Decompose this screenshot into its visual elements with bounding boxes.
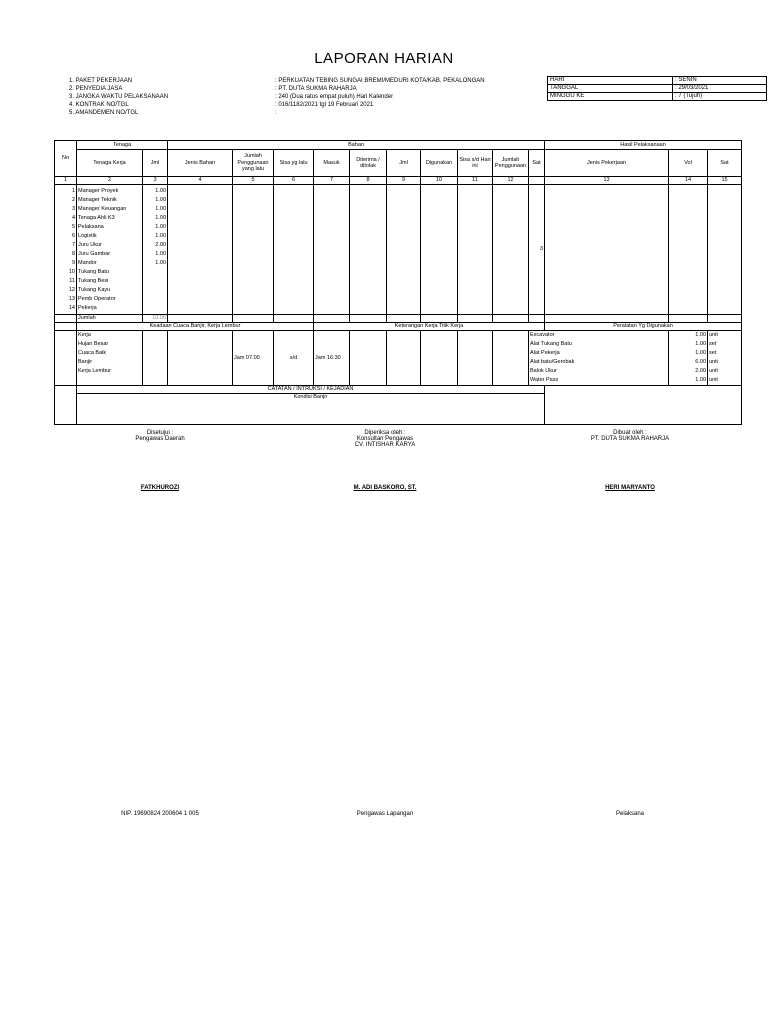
- info-label: 2. PENYEDIA JASA: [69, 86, 123, 92]
- col-no-header: No: [55, 141, 77, 177]
- info-label: 1. PAKET PEKERJAAN: [69, 78, 133, 84]
- empty-cell: [669, 185, 708, 315]
- empty-cell: [708, 315, 742, 323]
- worker-block-row: [55, 185, 742, 315]
- worker-jml: 2.00: [155, 242, 167, 248]
- column-number: 5: [233, 177, 274, 185]
- col-masuk-header: Masuk: [314, 150, 350, 177]
- worker-name: Mandor: [78, 260, 97, 266]
- col-jenis-pekerjaan-header: Jenis Pekerjaan: [545, 150, 669, 177]
- catatan-header: CATATAN / INTRUKSI / KEJADIAN: [77, 386, 545, 394]
- equipment-unit: set: [709, 341, 717, 347]
- worker-jml: [144, 268, 166, 277]
- worker-jml: 1.00: [155, 206, 167, 212]
- equipment-name-cell: [529, 331, 669, 386]
- column-number: 3: [143, 177, 168, 185]
- worker-no: 9: [71, 260, 75, 266]
- maker-company: PT. DUTA SUKMA RAHARJA: [590, 436, 670, 442]
- empty-cell: [55, 386, 77, 425]
- empty-cell: [274, 185, 314, 315]
- info-label: 3. JANGKA WAKTU PELAKSANAAN: [69, 94, 169, 100]
- condition-item: Banjir: [78, 359, 93, 365]
- maker-name: HERI MARYANTO: [605, 485, 655, 491]
- group-header-row: [55, 141, 742, 150]
- equipment-unit: unit: [709, 377, 718, 383]
- equipment-vol: 1.00: [695, 377, 707, 383]
- col-diterima-header: Diterima / ditolak: [350, 150, 387, 177]
- date-box-key: HARI: [548, 77, 673, 85]
- conditions-row: [55, 331, 742, 386]
- empty-cell: [233, 185, 274, 315]
- checker-label: Diperiksa oleh :: [364, 430, 406, 436]
- col-sisa-hari-ini-header: Sisa s/d Hari ini: [458, 150, 493, 177]
- date-box-value: : 7 (Tujuh): [673, 93, 767, 101]
- empty-cell: [387, 315, 421, 323]
- info-value: : 240 (Dua ratus empat puluh) Hari Kalender: [275, 94, 394, 100]
- empty-cell: [55, 315, 77, 323]
- worker-no: 11: [69, 278, 75, 284]
- equipment-vol: 6.00: [695, 359, 707, 365]
- approver-name: FATKHUROZI: [140, 485, 180, 491]
- column-number-row: [55, 177, 742, 185]
- nip-text: NIP. 19690824 200604 1 005: [121, 811, 199, 817]
- daily-report-table: [54, 140, 742, 425]
- column-number: 13: [545, 177, 669, 185]
- empty-cell: [350, 185, 387, 315]
- approver-block: [80, 430, 240, 442]
- maker-label: Dibuat oleh :: [613, 430, 647, 436]
- empty-cell: [458, 185, 493, 315]
- column-number: 11: [458, 177, 493, 185]
- worker-jml: 1.00: [155, 260, 167, 266]
- empty-cell: [421, 331, 458, 386]
- empty-cell: [529, 315, 545, 323]
- worker-name: Tukang Kayu: [78, 287, 111, 293]
- jam-end: Jam 16.30: [314, 331, 350, 386]
- condition-item: Kerja Lembur: [78, 368, 112, 374]
- col-tenaga-kerja-header: Tenaga Kerja: [77, 150, 143, 177]
- worker-jml-cell: [143, 185, 168, 315]
- worker-name: Tukang Besi: [78, 278, 109, 284]
- date-box-key: TANGGAL: [548, 85, 673, 93]
- empty-cell: [669, 315, 708, 323]
- worker-jml: 1.00: [155, 224, 167, 230]
- date-box-value: : 29/03/2021: [673, 85, 767, 93]
- equipment-vol: 2.00: [695, 368, 707, 374]
- worker-no: 14: [68, 305, 75, 311]
- worker-no: 8: [71, 251, 75, 257]
- empty-cell: [387, 331, 421, 386]
- column-number: 7: [314, 177, 350, 185]
- worker-jml: 1.00: [155, 233, 167, 239]
- worker-name: Manager Proyek: [78, 188, 119, 194]
- empty-cell: [421, 315, 458, 323]
- empty-cell: [168, 315, 233, 323]
- checker-block: [305, 430, 465, 448]
- date-box-key: MINGGU KE: [548, 93, 673, 101]
- worker-jml: 1.00: [155, 188, 167, 194]
- worker-name: Pelaksana: [78, 224, 104, 230]
- worker-no: 1: [71, 188, 75, 194]
- worker-no: 13: [68, 296, 75, 302]
- column-number: 1: [55, 177, 77, 185]
- group-hasil-header: Hasil Pelaksanaan: [545, 141, 742, 150]
- worker-no: 10: [68, 269, 75, 275]
- equipment-name: Water Pass: [530, 377, 559, 383]
- empty-cell: [143, 331, 168, 386]
- empty-cell: [545, 386, 742, 425]
- worker-jml: [144, 277, 166, 286]
- empty-cell: [708, 185, 742, 315]
- info-value: : PERKUATAN TEBING SUNGAI BREMI/MEDURI KOTA/KAB. PEKALONGAN: [275, 78, 485, 84]
- equipment-unit: unit: [709, 332, 718, 338]
- empty-cell: [493, 185, 529, 315]
- empty-cell: [168, 185, 233, 315]
- worker-name: Tenaga Ahli K3: [78, 215, 115, 221]
- date-box-row: [548, 85, 767, 93]
- column-number: [529, 177, 545, 185]
- approver-role: Pengawas Daerah: [135, 436, 185, 442]
- column-number: 4: [168, 177, 233, 185]
- worker-no: 5: [71, 224, 75, 230]
- column-number: 15: [708, 177, 742, 185]
- col-jml-header: Jml: [143, 150, 168, 177]
- col-jml2-header: Jml: [387, 150, 421, 177]
- info-label: 4. KONTRAK NO/TGL: [69, 102, 129, 108]
- column-number: 10: [421, 177, 458, 185]
- empty-cell: [350, 315, 387, 323]
- catatan-text: Kondisi Banjir: [77, 394, 545, 425]
- worker-name: Manager Teknik: [78, 197, 117, 203]
- info-value: :: [275, 110, 277, 116]
- keterangan-header: Keterangan Kerja Titik Kerja: [314, 323, 545, 331]
- empty-cell: [55, 323, 77, 331]
- condition-item: Cuaca Baik: [78, 350, 107, 356]
- empty-cell: [168, 331, 233, 386]
- conditions-cell: [77, 331, 143, 386]
- equipment-unit-cell: [708, 331, 742, 386]
- keadaan-header: Keadaan Cuaca Banjir, Kerja Lembur: [77, 323, 314, 331]
- info-value: : PT. DUTA SUKMA RAHARJA: [275, 86, 357, 92]
- worker-no: 7: [71, 242, 75, 248]
- condition-item: Hujan Besar: [78, 341, 109, 347]
- info-label: 5. AMANDEMEN NO/TGL: [69, 110, 139, 116]
- col-sat2-header: Sat: [708, 150, 742, 177]
- equipment-name: Balok Ukur: [530, 368, 557, 374]
- worker-name: Tukang Batu: [78, 269, 109, 275]
- date-box: [547, 76, 767, 101]
- jam-start: Jam 07.00: [233, 331, 274, 386]
- equipment-name: Excavator: [530, 332, 555, 338]
- checker-company: CV. INTISHAR KARYA: [354, 442, 416, 448]
- empty-cell: [493, 331, 529, 386]
- col-vol-header: Vol: [669, 150, 708, 177]
- group-bahan-header: Bahan: [168, 141, 545, 150]
- column-number: 9: [387, 177, 421, 185]
- empty-cell: [55, 331, 77, 386]
- worker-name: Pekerja: [78, 305, 97, 311]
- equipment-name: Alat Pekerja: [530, 350, 560, 356]
- empty-cell: [233, 315, 274, 323]
- worker-no: 6: [71, 233, 75, 239]
- column-number: 6: [274, 177, 314, 185]
- sd-label: s/d: [274, 331, 314, 386]
- jumlah-value: 10.00: [143, 315, 168, 323]
- info-labels: [69, 77, 168, 117]
- col-jumlah-pengguna-header: Jumlah Penggunaan: [493, 150, 529, 177]
- col-digunakan-header: Digunakan: [421, 150, 458, 177]
- worker-jml: [144, 295, 166, 304]
- worker-jml: 1.00: [155, 197, 167, 203]
- pelaksana: Pelaksana: [615, 811, 645, 817]
- empty-cell: [458, 331, 493, 386]
- equipment-vol-cell: [669, 331, 708, 386]
- info-value: : 016/1182/2021 tgl 19 Februari 2021: [275, 102, 374, 108]
- equipment-unit: unit: [709, 359, 718, 365]
- empty-cell: [545, 315, 669, 323]
- empty-cell: [387, 185, 421, 315]
- worker-no: 3: [71, 206, 75, 212]
- catatan-header-row: [55, 386, 742, 394]
- empty-cell: [421, 185, 458, 315]
- col-sat-header: Sat: [529, 150, 545, 177]
- worker-no: 12: [68, 287, 75, 293]
- equipment-name: Alat batu/Gerobak: [530, 359, 575, 365]
- column-header-row: [55, 150, 742, 177]
- condition-item: Kerja: [78, 332, 91, 338]
- empty-cell: [545, 185, 669, 315]
- empty-cell: [274, 315, 314, 323]
- jumlah-row: [55, 315, 742, 323]
- worker-name-cell: [77, 185, 143, 315]
- pengawas-lapangan: Pengawas Lapangan: [356, 811, 414, 817]
- worker-jml: 1.00: [155, 215, 167, 221]
- col-jenis-bahan-header: Jenis Bahan: [168, 150, 233, 177]
- group-tenaga-header: Tenaga: [77, 141, 168, 150]
- column-number: 14: [669, 177, 708, 185]
- keadaan-header-row: [55, 323, 742, 331]
- checker-name: M. ADI BASKORO, ST.: [353, 485, 417, 491]
- approver-label: Disetujui :: [146, 430, 174, 436]
- worker-jml: [144, 304, 166, 313]
- info-values: [275, 77, 485, 117]
- worker-name: Logistik: [78, 233, 97, 239]
- equipment-unit: unit: [709, 368, 718, 374]
- worker-name: Manager Keuangan: [78, 206, 127, 212]
- worker-jml: 1.00: [155, 251, 167, 257]
- column-number: 8: [350, 177, 387, 185]
- equipment-name: Alat Tukang Batu: [530, 341, 572, 347]
- worker-no: 4: [71, 215, 75, 221]
- column-number: 2: [77, 177, 143, 185]
- worker-jml: [144, 286, 166, 295]
- empty-cell: [350, 331, 387, 386]
- column-number: 12: [493, 177, 529, 185]
- peralatan-header: Peralatan Yg Digunakan: [545, 323, 742, 331]
- sat-mark: 3: [529, 185, 545, 315]
- equipment-vol: 1.00: [695, 350, 707, 356]
- equipment-vol: 1.00: [695, 332, 707, 338]
- jumlah-label: Jumlah: [77, 315, 143, 323]
- col-sisa-lalu-header: Sisa yg lalu: [274, 150, 314, 177]
- worker-no: 2: [71, 197, 75, 203]
- empty-cell: [493, 315, 529, 323]
- date-box-row: [548, 77, 767, 85]
- maker-block: [550, 430, 710, 442]
- empty-cell: [314, 185, 350, 315]
- date-box-value: : SENIN: [673, 77, 767, 85]
- page-title: LAPORAN HARIAN: [314, 50, 454, 67]
- checker-role: Konsultan Pengawas: [356, 436, 414, 442]
- equipment-unit: set: [709, 350, 717, 356]
- worker-no-cell: [55, 185, 77, 315]
- equipment-vol: 1.00: [695, 341, 707, 347]
- worker-name: Juru Ukur: [78, 242, 102, 248]
- worker-name: Juru Gambar: [78, 251, 111, 257]
- date-box-row: [548, 93, 767, 101]
- worker-name: Pemb Operator: [78, 296, 116, 302]
- col-jumlah-penggunaan-header: Jumlah Penggunaan yang lalu: [233, 150, 274, 177]
- empty-cell: [314, 315, 350, 323]
- empty-cell: [458, 315, 493, 323]
